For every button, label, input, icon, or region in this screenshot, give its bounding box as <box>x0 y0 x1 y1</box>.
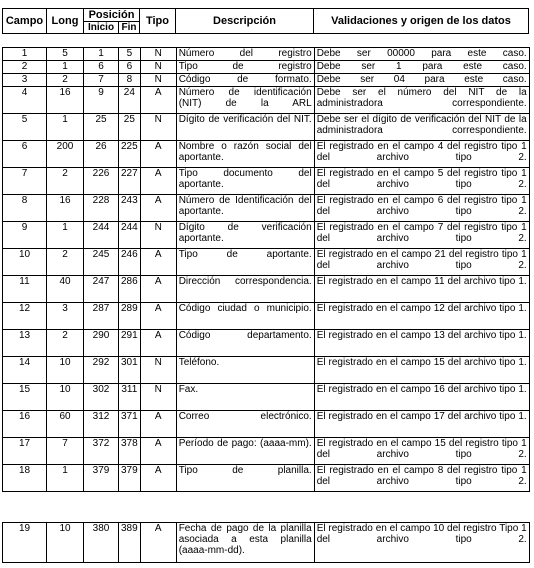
cell-campo: 1 <box>3 48 47 61</box>
table-row <box>3 48 530 61</box>
cell-campo: 9 <box>3 222 47 249</box>
cell-tipo: N <box>140 61 176 74</box>
cell-campo: 5 <box>3 114 47 141</box>
cell-inicio: 9 <box>84 87 119 114</box>
cell-tipo: A <box>140 87 176 114</box>
table-row <box>3 87 530 114</box>
cell-validacion: Debe ser 04 para este caso. <box>314 74 529 87</box>
table-row <box>3 465 530 492</box>
col-descripcion: Descripción <box>176 9 314 34</box>
cell-inicio: 312 <box>84 411 119 438</box>
cell-long: 3 <box>47 303 84 330</box>
cell-campo: 11 <box>3 276 47 303</box>
cell-descripcion: Número del registro <box>176 48 314 61</box>
cell-long: 1 <box>47 222 84 249</box>
cell-fin: 243 <box>119 195 141 222</box>
cell-fin: 8 <box>119 74 141 87</box>
cell-inicio: 1 <box>84 48 119 61</box>
cell-long: 1 <box>47 114 84 141</box>
fields-table <box>2 47 530 492</box>
cell-inicio: 26 <box>84 141 119 168</box>
cell-inicio: 372 <box>84 438 119 465</box>
cell-fin: 371 <box>119 411 141 438</box>
cell-fin: 389 <box>119 523 141 563</box>
cell-descripcion: Número de identificación (NIT) de la ARL <box>176 87 314 114</box>
cell-inicio: 244 <box>84 222 119 249</box>
cell-tipo: A <box>140 465 176 492</box>
cell-fin: 246 <box>119 249 141 276</box>
cell-long: 2 <box>47 168 84 195</box>
cell-tipo: N <box>140 357 176 384</box>
col-inicio: Inicio <box>84 22 119 34</box>
cell-campo: 15 <box>3 384 47 411</box>
cell-descripcion: Dirección correspondencia. <box>176 276 314 303</box>
cell-tipo: N <box>140 384 176 411</box>
cell-fin: 24 <box>119 87 141 114</box>
table-row <box>3 195 530 222</box>
cell-validacion: El registrado en el campo 10 del registro Tipo 1 del archivo tipo 2. <box>314 523 529 563</box>
cell-long: 200 <box>47 141 84 168</box>
cell-descripcion: Tipo de registro <box>176 61 314 74</box>
col-long: Long <box>47 9 84 34</box>
cell-descripcion: Número de Identificación del aportante. <box>176 195 314 222</box>
cell-campo: 17 <box>3 438 47 465</box>
cell-inicio: 287 <box>84 303 119 330</box>
cell-descripcion: Tipo documento del aportante. <box>176 168 314 195</box>
cell-long: 10 <box>47 384 84 411</box>
cell-validacion: El registrado en el campo 13 del archivo tipo 1. <box>314 330 529 357</box>
cell-descripcion: Dígito de verificación aportante. <box>176 222 314 249</box>
cell-long: 7 <box>47 438 84 465</box>
cell-descripcion: Código de formato. <box>176 74 314 87</box>
table-row <box>3 438 530 465</box>
cell-long: 10 <box>47 357 84 384</box>
cell-validacion: El registrado en el campo 11 del archivo tipo 1. <box>314 276 529 303</box>
cell-campo: 10 <box>3 249 47 276</box>
cell-campo: 2 <box>3 61 47 74</box>
cell-fin: 289 <box>119 303 141 330</box>
cell-inicio: 379 <box>84 465 119 492</box>
cell-validacion: El registrado en el campo 17 del archivo tipo 1. <box>314 411 529 438</box>
cell-inicio: 380 <box>84 523 119 563</box>
cell-descripcion: Tipo de aportante. <box>176 249 314 276</box>
cell-descripcion: Teléfono. <box>176 357 314 384</box>
table-row <box>3 114 530 141</box>
cell-tipo: A <box>140 523 176 563</box>
cell-descripcion: Fax. <box>176 384 314 411</box>
cell-tipo: A <box>140 411 176 438</box>
cell-tipo: N <box>140 48 176 61</box>
table-row <box>3 357 530 384</box>
cell-validacion: El registrado en el campo 7 del registro tipo 1 del archivo tipo 2. <box>314 222 529 249</box>
cell-fin: 379 <box>119 465 141 492</box>
cell-inicio: 226 <box>84 168 119 195</box>
cell-inicio: 245 <box>84 249 119 276</box>
cell-long: 1 <box>47 465 84 492</box>
cell-descripcion: Código departamento. <box>176 330 314 357</box>
cell-descripcion: Dígito de verificación del NIT. <box>176 114 314 141</box>
cell-tipo: A <box>140 276 176 303</box>
col-campo: Campo <box>3 9 47 34</box>
table-row <box>3 141 530 168</box>
col-tipo: Tipo <box>140 9 176 34</box>
cell-fin: 25 <box>119 114 141 141</box>
cell-fin: 291 <box>119 330 141 357</box>
cell-fin: 244 <box>119 222 141 249</box>
cell-inicio: 7 <box>84 74 119 87</box>
cell-validacion: El registrado en el campo 15 del archivo tipo 1. <box>314 357 529 384</box>
cell-long: 40 <box>47 276 84 303</box>
cell-validacion: Debe ser el dígito de verificación del NIT de la administradora correspondiente. <box>314 114 529 141</box>
cell-long: 16 <box>47 87 84 114</box>
cell-long: 1 <box>47 61 84 74</box>
cell-descripcion: Tipo de planilla. <box>176 465 314 492</box>
cell-validacion: El registrado en el campo 5 del registro tipo 1 del archivo tipo 2. <box>314 168 529 195</box>
cell-tipo: A <box>140 249 176 276</box>
cell-campo: 4 <box>3 87 47 114</box>
table-row <box>3 384 530 411</box>
cell-tipo: A <box>140 168 176 195</box>
cell-campo: 6 <box>3 141 47 168</box>
table-row <box>3 411 530 438</box>
cell-fin: 311 <box>119 384 141 411</box>
cell-inicio: 302 <box>84 384 119 411</box>
cell-campo: 8 <box>3 195 47 222</box>
cell-campo: 19 <box>3 523 47 563</box>
cell-inicio: 292 <box>84 357 119 384</box>
table-row <box>3 276 530 303</box>
cell-descripcion: Correo electrónico. <box>176 411 314 438</box>
cell-long: 2 <box>47 249 84 276</box>
cell-fin: 301 <box>119 357 141 384</box>
cell-fin: 225 <box>119 141 141 168</box>
cell-long: 60 <box>47 411 84 438</box>
cell-tipo: A <box>140 438 176 465</box>
cell-validacion: El registrado en el campo 4 del registro tipo 1 del archivo tipo 2. <box>314 141 529 168</box>
cell-campo: 16 <box>3 411 47 438</box>
cell-inicio: 247 <box>84 276 119 303</box>
cell-validacion: El registrado en el campo 21 del registro tipo 1 del archivo tipo 2. <box>314 249 529 276</box>
table-row <box>3 303 530 330</box>
col-posicion: Posición <box>84 9 140 22</box>
cell-tipo: A <box>140 303 176 330</box>
cell-validacion: El registrado en el campo 8 del registro tipo 1 del archivo tipo 2. <box>314 465 529 492</box>
cell-validacion: Debe ser el número del NIT de la administradora correspondiente. <box>314 87 529 114</box>
cell-inicio: 290 <box>84 330 119 357</box>
cell-tipo: A <box>140 195 176 222</box>
cell-descripcion: Período de pago: (aaaa-mm). <box>176 438 314 465</box>
cell-descripcion: Código ciudad o municipio. <box>176 303 314 330</box>
cell-campo: 14 <box>3 357 47 384</box>
table-header <box>2 8 529 34</box>
cell-validacion: El registrado en el campo 15 del registro tipo 1 del archivo tipo 2. <box>314 438 529 465</box>
table-row <box>3 330 530 357</box>
cell-validacion: Debe ser 00000 para este caso. <box>314 48 529 61</box>
cell-fin: 286 <box>119 276 141 303</box>
cell-fin: 6 <box>119 61 141 74</box>
table-row <box>3 61 530 74</box>
cell-campo: 13 <box>3 330 47 357</box>
cell-validacion: Debe ser 1 para este caso. <box>314 61 529 74</box>
cell-campo: 18 <box>3 465 47 492</box>
cell-fin: 227 <box>119 168 141 195</box>
table-row <box>3 523 530 563</box>
cell-inicio: 228 <box>84 195 119 222</box>
cell-campo: 7 <box>3 168 47 195</box>
table-row <box>3 74 530 87</box>
fields-table-continued <box>2 522 530 563</box>
table-row <box>3 249 530 276</box>
cell-fin: 5 <box>119 48 141 61</box>
cell-long: 10 <box>47 523 84 563</box>
cell-descripcion: Nombre o razón social del aportante. <box>176 141 314 168</box>
cell-tipo: N <box>140 74 176 87</box>
cell-validacion: El registrado en el campo 12 del archivo tipo 1. <box>314 303 529 330</box>
cell-inicio: 6 <box>84 61 119 74</box>
cell-tipo: A <box>140 141 176 168</box>
cell-validacion: El registrado en el campo 6 del registro tipo 1 del archivo tipo 2. <box>314 195 529 222</box>
cell-validacion: El registrado en el campo 16 del archivo tipo 1. <box>314 384 529 411</box>
table-row <box>3 168 530 195</box>
col-validaciones: Validaciones y origen de los datos <box>314 9 529 34</box>
cell-tipo: N <box>140 222 176 249</box>
cell-inicio: 25 <box>84 114 119 141</box>
cell-long: 2 <box>47 74 84 87</box>
cell-descripcion: Fecha de pago de la planilla asociada a esta planilla (aaaa-mm-dd). <box>176 523 314 563</box>
cell-fin: 378 <box>119 438 141 465</box>
cell-long: 2 <box>47 330 84 357</box>
col-fin: Fin <box>119 22 140 34</box>
cell-tipo: A <box>140 330 176 357</box>
cell-tipo: N <box>140 114 176 141</box>
cell-long: 5 <box>47 48 84 61</box>
cell-campo: 12 <box>3 303 47 330</box>
cell-long: 16 <box>47 195 84 222</box>
cell-campo: 3 <box>3 74 47 87</box>
table-row <box>3 222 530 249</box>
